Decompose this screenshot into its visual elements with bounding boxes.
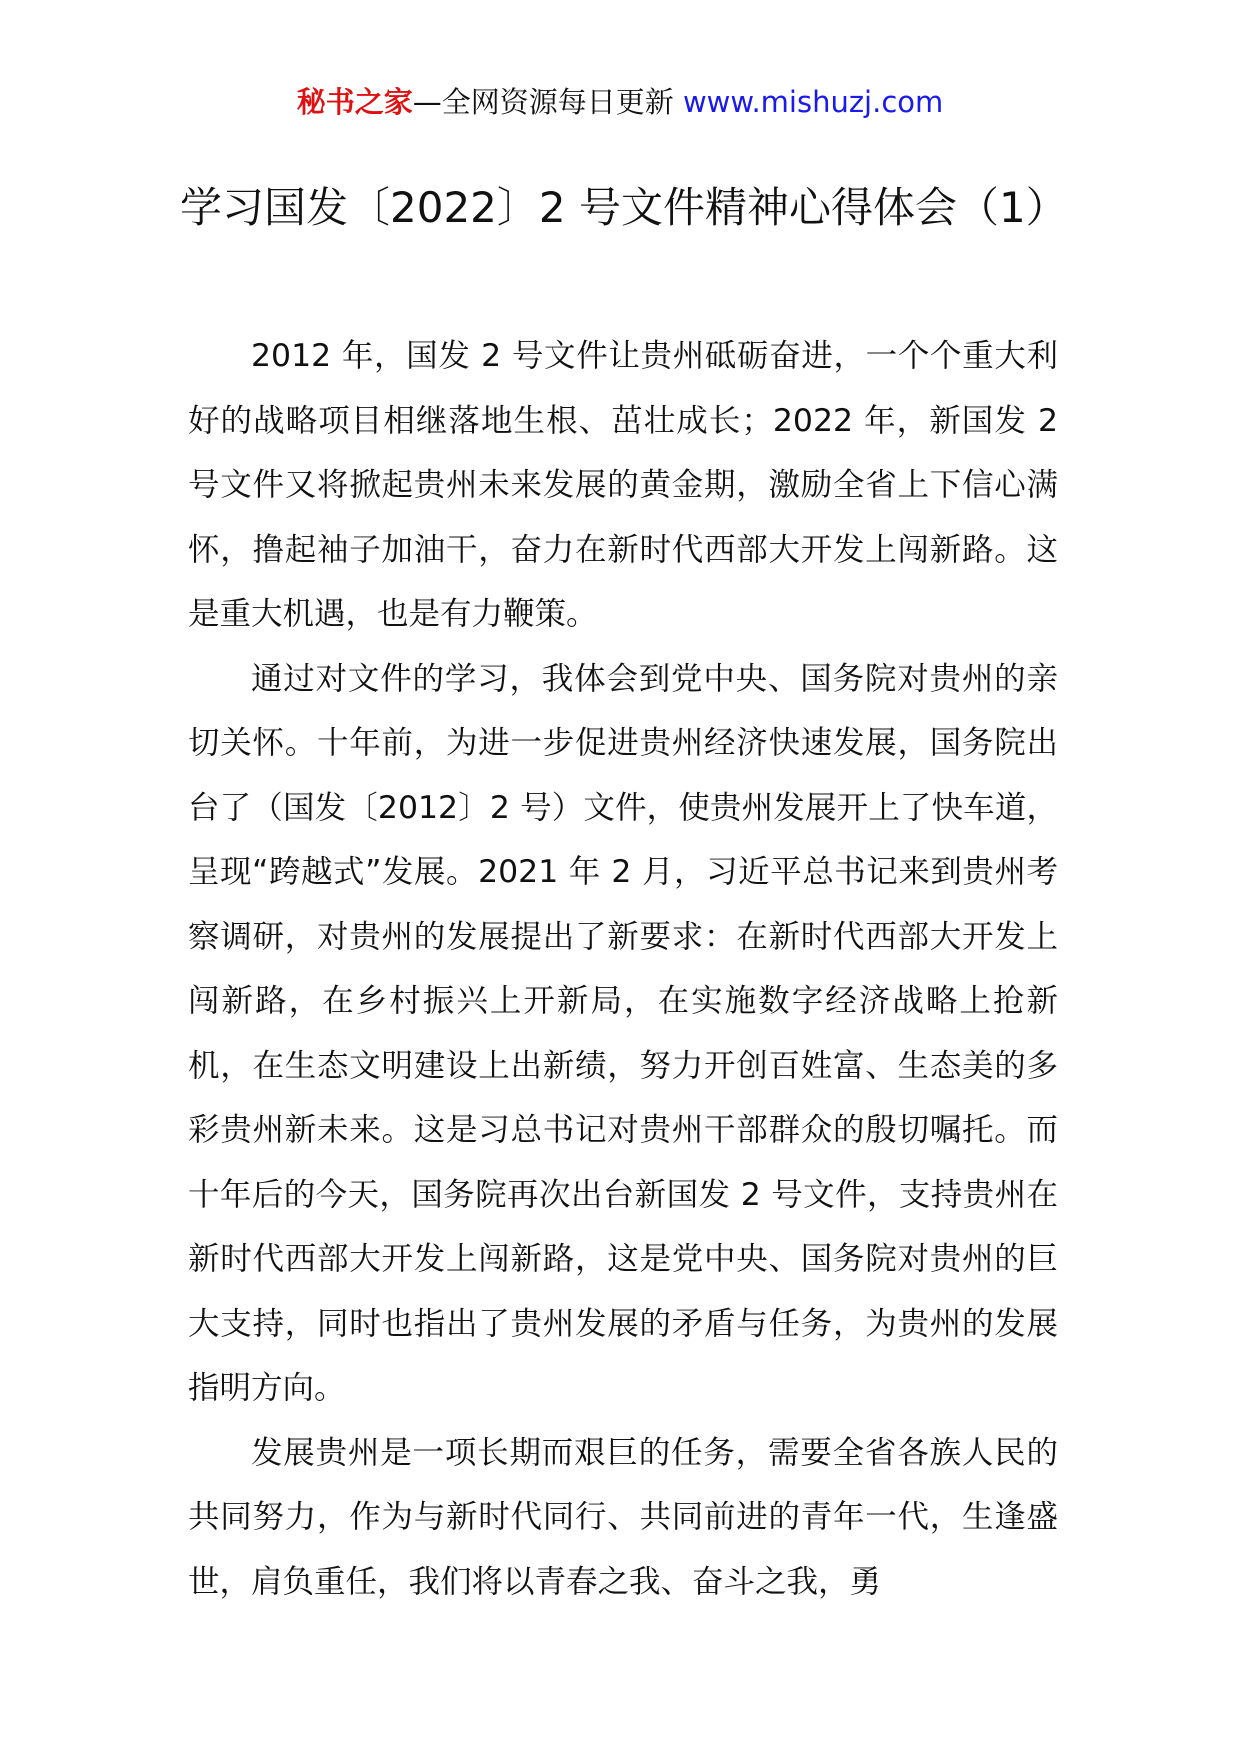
site-url-link[interactable]: www.mishuzj.com xyxy=(682,85,944,119)
paragraph-2: 通过对文件的学习，我体会到党中央、国务院对贵州的亲切关怀。十年前，为进一步促进贵州经济快速发展，国务院出台了（国发〔2012〕2 号）文件，使贵州发展开上了快车道，呈现“跨越式”发展。2021 年 2 月，习近平总书记来到贵州考察调研，对贵州的发展提出了新要求：在新时代西部大开发上闯新路，在乡村振兴上开新局，在实施数字经济战略上抢新机，在生态文明建设上出新绩，努力开创百姓富、生态美的多彩贵州新未来。这是习总书记对贵州干部群众的殷切嘱托。而十年后的今天，国务院再次出台新国发 2 号文件，支持贵州在新时代西部大开发上闯新路，这是党中央、国务院对贵州的巨大支持，同时也指出了贵州发展的矛盾与任务，为贵州的发展指明方向。 xyxy=(188,660,1058,1406)
paragraph-3: 发展贵州是一项长期而艰巨的任务，需要全省各族人民的共同努力，作为与新时代同行、共同前进的青年一代，生逢盛世，肩负重任，我们将以青春之我、奋斗之我，勇 xyxy=(188,1434,1058,1600)
header-slogan: —全网资源每日更新 xyxy=(412,85,683,119)
paragraph-1: 2012 年，国发 2 号文件让贵州砥砺奋进，一个个重大利好的战略项目相继落地生根、茁壮成长；2022 年，新国发 2 号文件又将掀起贵州未来发展的黄金期，激励全省上下信心满怀，撸起袖子加油干，奋力在新时代西部大开发上闯新路。这是重大机遇，也是有力鞭策。 xyxy=(188,338,1058,632)
document-title: 学习国发〔2022〕2 号文件精神心得体会（1） xyxy=(180,183,1068,232)
brand-name: 秘书之家 xyxy=(296,85,413,119)
document-body xyxy=(188,324,1058,1614)
site-header xyxy=(0,84,1240,120)
